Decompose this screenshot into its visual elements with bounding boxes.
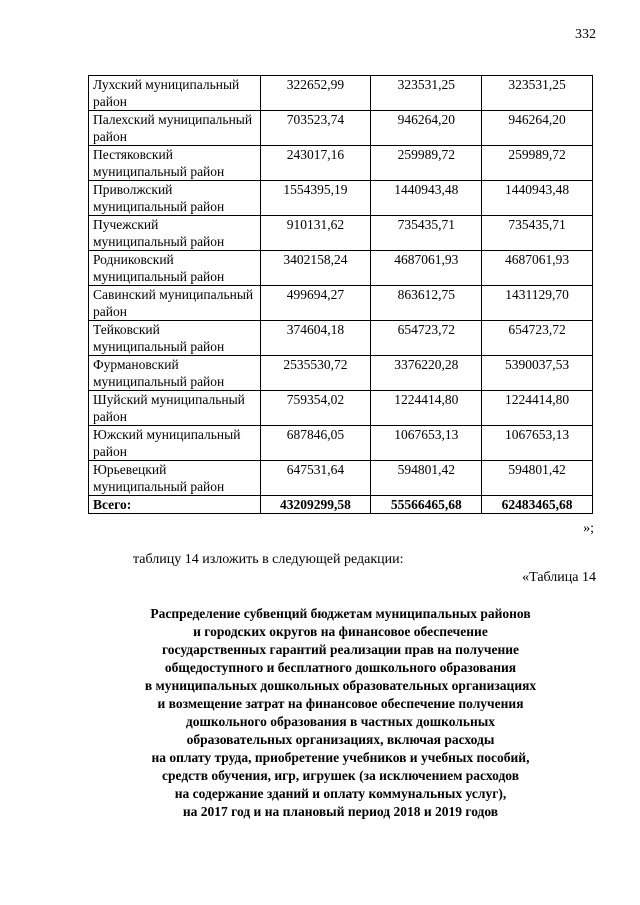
district-name: Приволжский муниципальный район (89, 181, 261, 216)
total-label: Всего: (89, 496, 261, 514)
amount-2017: 374604,18 (260, 321, 371, 356)
heading-line: средств обучения, игр, игрушек (за исключением расходов (162, 768, 519, 783)
amount-2017: 243017,16 (260, 146, 371, 181)
amount-2019: 735435,71 (482, 216, 593, 251)
amount-2019: 594801,42 (482, 461, 593, 496)
amount-2018: 946264,20 (371, 111, 482, 146)
amount-2017: 1554395,19 (260, 181, 371, 216)
amount-2018: 735435,71 (371, 216, 482, 251)
amount-2017: 910131,62 (260, 216, 371, 251)
heading-line: в муниципальных дошкольных образовательных организациях (144, 678, 537, 693)
district-name: Фурмановский муниципальный район (89, 356, 261, 391)
amount-2017: 647531,64 (260, 461, 371, 496)
amount-2017: 759354,02 (260, 391, 371, 426)
amount-2019: 1440943,48 (482, 181, 593, 216)
amount-2017: 703523,74 (260, 111, 371, 146)
amount-2019: 1224414,80 (482, 391, 593, 426)
heading-line: общедоступного и бесплатного дошкольного образования (164, 660, 517, 675)
page-number: 332 (575, 27, 596, 42)
district-name: Пучежский муниципальный район (89, 216, 261, 251)
heading-line: на содержание зданий и оплату коммунальных услуг), (174, 786, 507, 801)
district-name: Лухский муниципальный район (89, 76, 261, 111)
amount-2017: 3402158,24 (260, 251, 371, 286)
table-row (89, 286, 593, 321)
table-row (89, 181, 593, 216)
amount-2019: 654723,72 (482, 321, 593, 356)
table-row (89, 356, 593, 391)
heading-line: на оплату труда, приобретение учебников и учебных пособий, (151, 750, 530, 765)
heading-line: и возмещение затрат на финансовое обеспечение получения (157, 696, 524, 711)
amount-2018: 1440943,48 (371, 181, 482, 216)
table-label: «Таблица 14 (522, 570, 596, 585)
closing-quote: »; (583, 521, 594, 536)
amount-2018: 654723,72 (371, 321, 482, 356)
table-row (89, 461, 593, 496)
district-name: Шуйский муниципальный район (89, 391, 261, 426)
instruction-text: таблицу 14 изложить в следующей редакции: (133, 552, 404, 567)
amount-2018: 3376220,28 (371, 356, 482, 391)
district-name: Южский муниципальный район (89, 426, 261, 461)
amount-2018: 259989,72 (371, 146, 482, 181)
amount-2019: 1431129,70 (482, 286, 593, 321)
table-row (89, 426, 593, 461)
heading-line: дошкольного образования в частных дошкольных (185, 714, 496, 729)
district-name: Тейковский муниципальный район (89, 321, 261, 356)
amount-2018: 1067653,13 (371, 426, 482, 461)
subvention-table (88, 75, 593, 514)
amount-2018: 323531,25 (371, 76, 482, 111)
amount-2019: 5390037,53 (482, 356, 593, 391)
table-row (89, 216, 593, 251)
amount-2019: 946264,20 (482, 111, 593, 146)
amount-2019: 4687061,93 (482, 251, 593, 286)
district-name: Пестяковский муниципальный район (89, 146, 261, 181)
amount-2019: 259989,72 (482, 146, 593, 181)
heading-line: и городских округов на финансовое обеспечение (193, 624, 488, 639)
amount-2018: 594801,42 (371, 461, 482, 496)
amount-2017: 687846,05 (260, 426, 371, 461)
district-name: Палехский муниципальный район (89, 111, 261, 146)
heading-line: образовательных организациях, включая расходы (186, 732, 495, 747)
amount-2018: 4687061,93 (371, 251, 482, 286)
amount-2017: 322652,99 (260, 76, 371, 111)
table-row (89, 111, 593, 146)
total-2017: 43209299,58 (260, 496, 371, 514)
district-name: Савинский муниципальный район (89, 286, 261, 321)
table-row (89, 321, 593, 356)
amount-2019: 323531,25 (482, 76, 593, 111)
total-2018: 55566465,68 (371, 496, 482, 514)
table-row (89, 391, 593, 426)
amount-2017: 499694,27 (260, 286, 371, 321)
table-row (89, 76, 593, 111)
heading-line: Распределение субвенций бюджетам муниципальных районов (150, 606, 531, 621)
table-row (89, 251, 593, 286)
heading-line: на 2017 год и на плановый период 2018 и 2019 годов (182, 804, 499, 819)
district-name: Юрьевецкий муниципальный район (89, 461, 261, 496)
amount-2017: 2535530,72 (260, 356, 371, 391)
heading-line: государственных гарантий реализации прав на получение (162, 642, 519, 657)
total-row (89, 496, 593, 514)
table-heading (88, 605, 593, 821)
table-row (89, 146, 593, 181)
total-2019: 62483465,68 (482, 496, 593, 514)
amount-2018: 863612,75 (371, 286, 482, 321)
amount-2018: 1224414,80 (371, 391, 482, 426)
district-name: Родниковский муниципальный район (89, 251, 261, 286)
amount-2019: 1067653,13 (482, 426, 593, 461)
